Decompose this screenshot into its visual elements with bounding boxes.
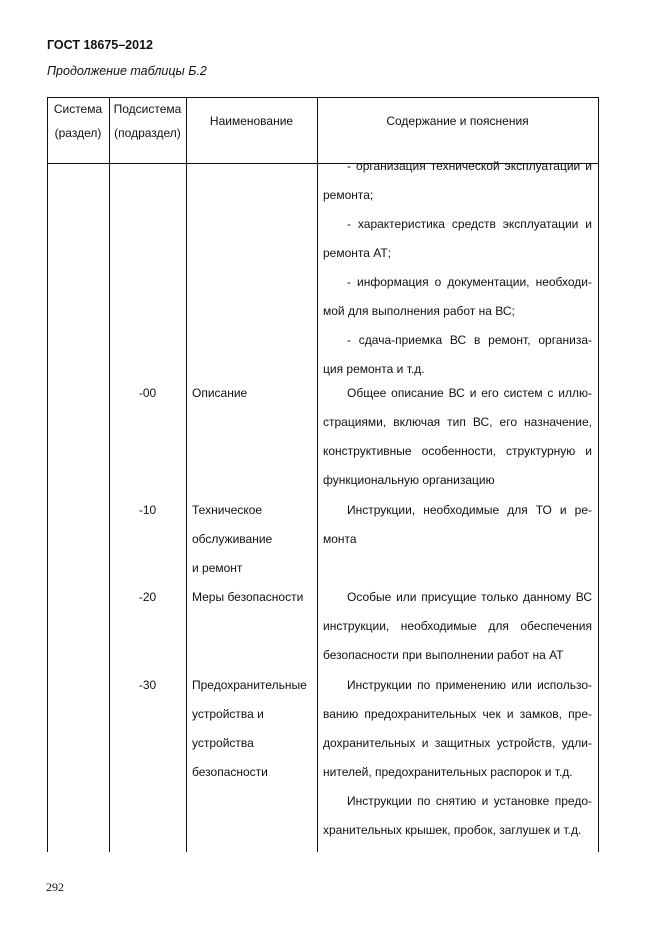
- header-subsystem-line-1: Подсистема: [113, 102, 182, 116]
- header-system: [47, 97, 109, 145]
- column-divider-1: [109, 97, 110, 852]
- header-content: Содержание и пояснения: [386, 114, 529, 128]
- row-name-line: обслуживание: [192, 532, 273, 546]
- row-content-line: Инструкции по снятию и установке предо-: [347, 794, 592, 808]
- intro-line: ция ремонта и т.д.: [323, 362, 425, 376]
- row-name-line: Описание: [192, 386, 248, 400]
- row-code: -30: [138, 678, 157, 692]
- row-name-line: устройства: [192, 736, 254, 750]
- intro-content: [323, 152, 592, 384]
- column-divider-3: [317, 97, 318, 852]
- row-name-line: устройства и: [192, 707, 264, 721]
- row-content-line: нителей, предохранительных распорок и т.д.: [323, 765, 573, 779]
- table-continuation-caption: Продолжение таблицы Б.2: [47, 64, 207, 78]
- row-content-line: страциями, включая тип ВС, его назначение,: [323, 415, 592, 429]
- row-name-line: безопасности: [192, 765, 268, 779]
- intro-line: - сдача-приемка ВС в ремонт, организа-: [347, 333, 592, 347]
- intro-line: ремонта АТ;: [323, 246, 391, 260]
- row-content-line: Общее описание ВС и его систем с иллю-: [347, 386, 592, 400]
- row-content: [323, 379, 592, 495]
- document-standard-code: ГОСТ 18675–2012: [47, 38, 153, 52]
- intro-line: - организация технической эксплуатации и: [347, 159, 592, 173]
- table-right-border: [598, 97, 599, 852]
- header-system-line-1: Система: [53, 102, 103, 116]
- row-content-line: инструкции, необходимые для обеспечения: [323, 619, 592, 633]
- row-content-line: Инструкции по применению или использо-: [347, 678, 592, 692]
- row-content: [323, 583, 592, 670]
- row-name: [192, 583, 303, 612]
- row-name-line: и ремонт: [192, 561, 243, 575]
- row-content-line: функциональную организацию: [323, 473, 495, 487]
- row-content: [323, 671, 592, 845]
- header-system-line-2: (раздел): [54, 126, 102, 140]
- row-content-line: безопасности при выполнении работ на АТ: [323, 648, 564, 662]
- row-content-line: конструктивные особенности, структурную и: [323, 444, 592, 458]
- intro-line: - характеристика средств эксплуатации и: [347, 217, 592, 231]
- row-name-line: Меры безопасности: [192, 590, 304, 604]
- header-subsystem-line-2: (подраздел): [114, 126, 181, 140]
- intro-line: - информация о документации, необходи-: [347, 275, 592, 289]
- row-code: -00: [138, 386, 157, 400]
- page-number: 292: [46, 880, 64, 894]
- intro-line: мой для выполнения работ на ВС;: [323, 304, 515, 318]
- intro-line: ремонта;: [323, 188, 374, 202]
- row-name: [192, 379, 247, 408]
- row-code: -20: [138, 590, 157, 604]
- column-divider-2: [186, 97, 187, 852]
- row-content: [323, 496, 592, 554]
- row-name-line: Предохранительные: [192, 678, 307, 692]
- row-content-line: хранительных крышек, пробок, заглушек и т.д.: [323, 823, 582, 837]
- row-content-line: Инструкции, необходимые для ТО и ре-: [347, 503, 592, 517]
- row-name: [192, 496, 272, 583]
- row-content-line: Особые или присущие только данному ВС: [347, 590, 592, 604]
- row-code: -10: [138, 503, 157, 517]
- row-content-line: ванию предохранительных чек и замков, пре-: [323, 707, 592, 721]
- row-content-line: дохранительных и защитных устройств, удли-: [323, 736, 592, 750]
- row-name: [192, 671, 307, 787]
- table-left-border: [47, 97, 48, 852]
- row-content-line: монта: [323, 532, 357, 546]
- header-subsystem: [109, 97, 186, 145]
- row-name-line: Техническое: [192, 503, 263, 517]
- content-table: [47, 97, 599, 852]
- header-name: Наименование: [209, 114, 294, 128]
